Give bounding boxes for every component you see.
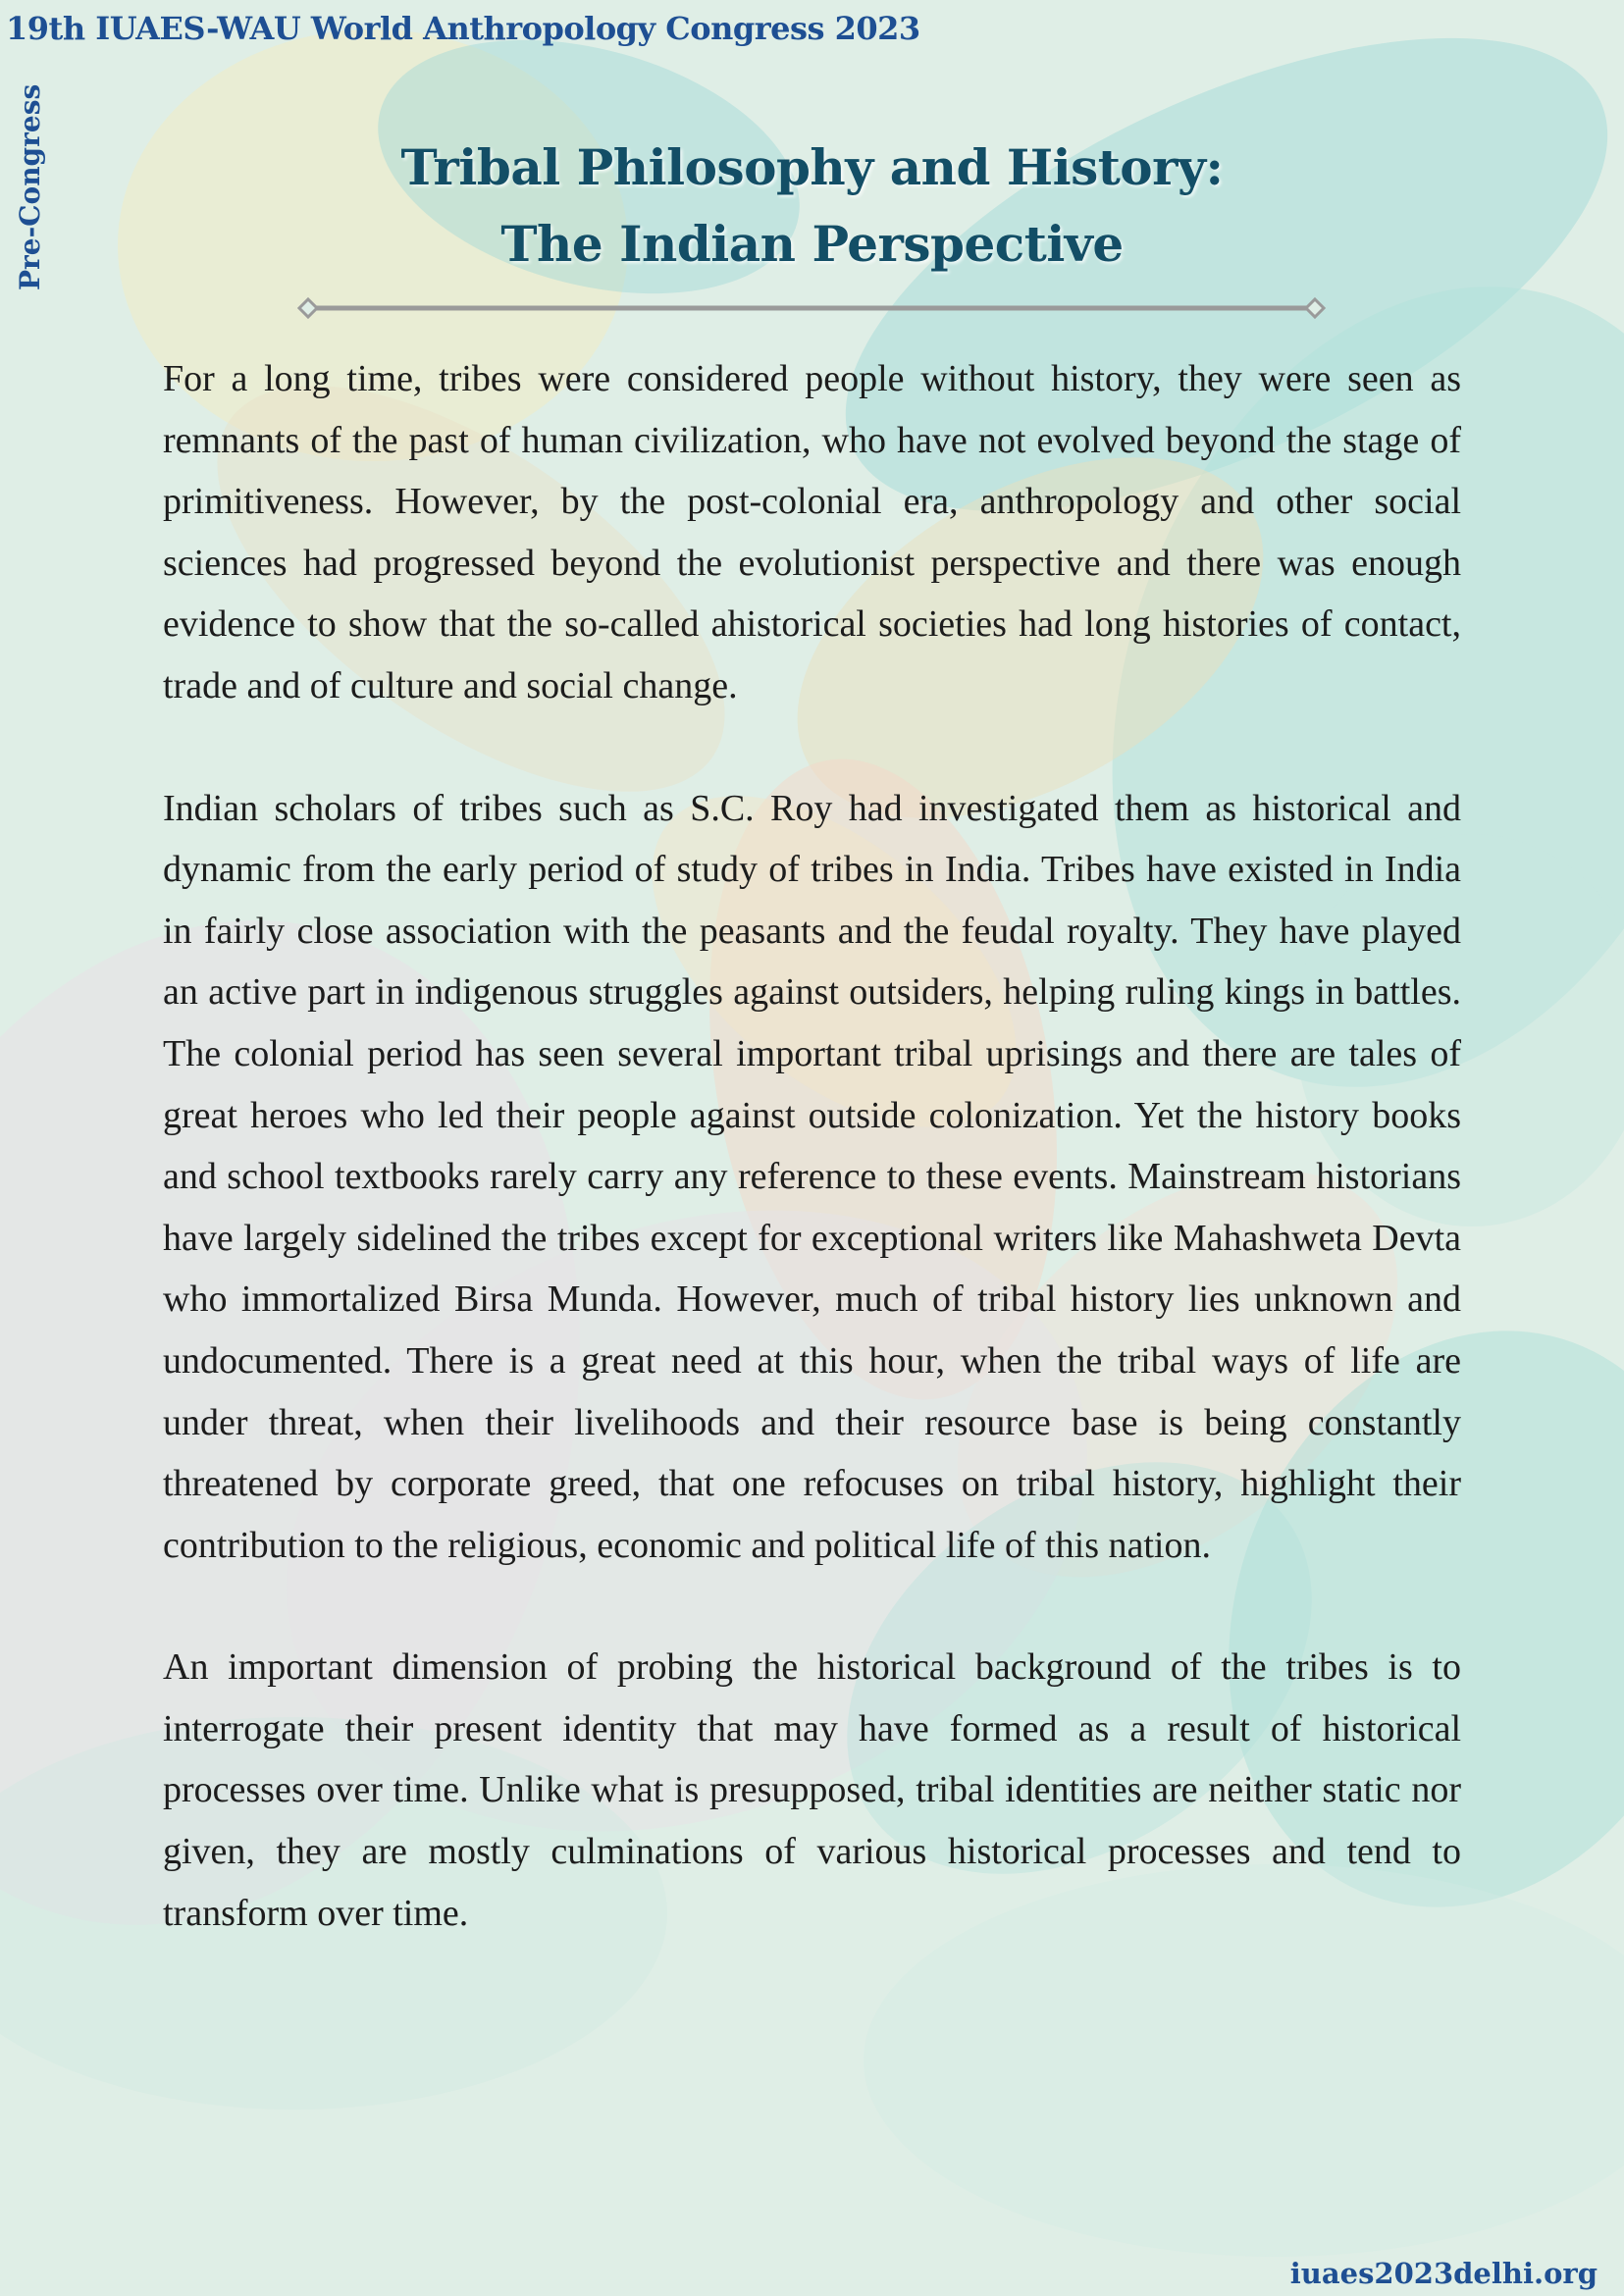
document-title (0, 130, 1624, 283)
document-body (163, 348, 1461, 2005)
document-title-line-1: Tribal Philosophy and History: (400, 138, 1224, 196)
congress-header-title: 19th IUAES-WAU World Anthropology Congress 2023 (6, 10, 920, 47)
divider-right-diamond-icon (1306, 299, 1324, 317)
divider-left-diamond-icon (299, 299, 317, 317)
title-divider (296, 296, 1327, 320)
body-paragraph-3: An important dimension of probing the historical background of the tribes is to interrogate their present identity that may have formed as a result of historical processes over time. Unlike what is presupposed, tribal identities are neither static nor given, they are mostly culminations of various historical processes and tend to transform over time. (163, 1646, 1461, 1934)
body-paragraph-1: For a long time, tribes were considered people without history, they were seen as remnants of the past of human civilization, who have not evolved beyond the stage of primitiveness. However, by the post-colonial era, anthropology and other social sciences had progressed beyond the evolutionist perspective and there was enough evidence to show that the so-called ahistorical societies had long histories of contact, trade and of culture and social change. (163, 358, 1461, 706)
body-paragraph-2: Indian scholars of tribes such as S.C. Roy had investigated them as historical and dynamic from the early period of study of tribes in India. Tribes have existed in India in fairly close association with the peasants and the feudal royalty. They have played an active part in indigenous struggles against outsiders, helping ruling kings in battles. The colonial period has seen several important tribal uprisings and there are tales of great heroes who led their people against outside colonization. Yet the history books and school textbooks rarely carry any reference to these events. Mainstream historians have largely sidelined the tribes except for exceptional writers like Mahashweta Devta who immortalized Birsa Munda. However, much of tribal history lies unknown and undocumented. There is a great need at this hour, when the tribal ways of life are under threat, when their livelihoods and their resource base is being constantly threatened by corporate greed, that one refocuses on tribal history, highlight their contribution to the religious, economic and political life of this nation. (163, 787, 1461, 1566)
footer-website-link[interactable]: iuaes2023delhi.org (1289, 2257, 1598, 2290)
side-section-label: Pre-Congress (14, 83, 46, 290)
document-title-line-2: The Indian Perspective (500, 215, 1124, 273)
